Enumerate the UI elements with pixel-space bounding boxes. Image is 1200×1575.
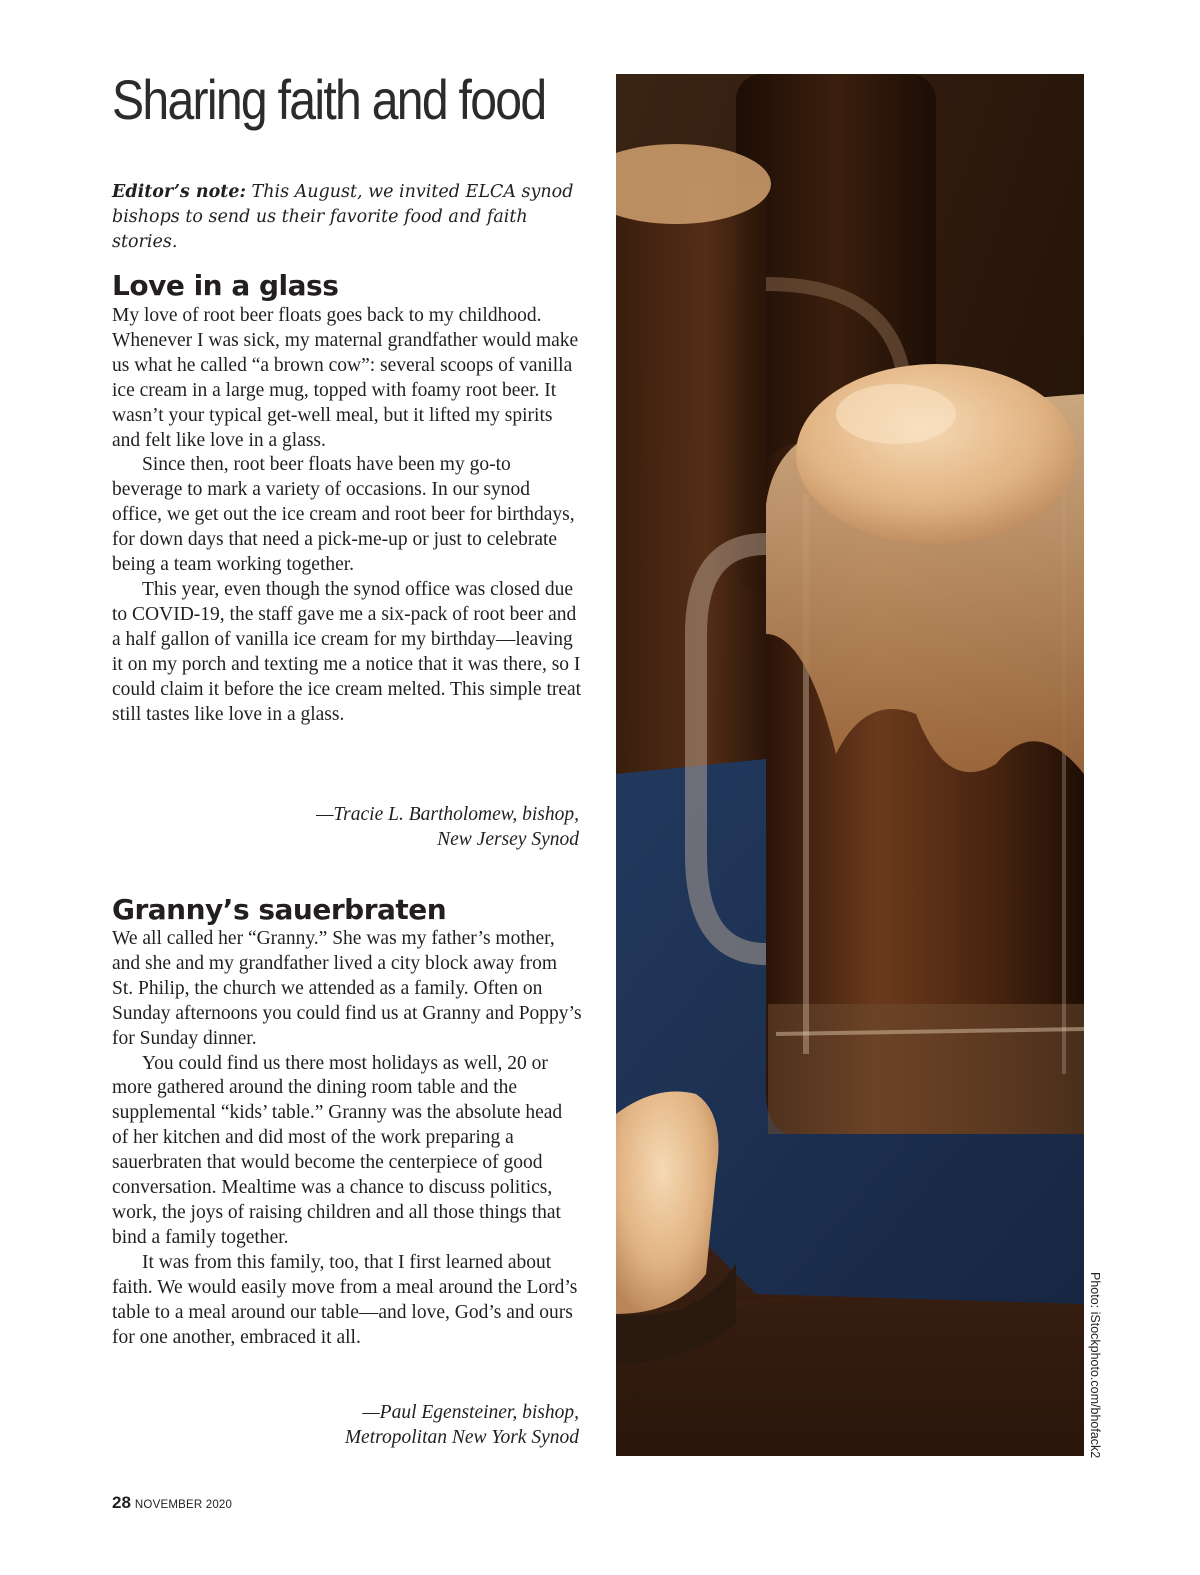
attribution-line: —Paul Egensteiner, bishop, (362, 1402, 579, 1423)
article-body-love-in-a-glass (112, 304, 582, 727)
attribution-bartholomew (112, 802, 579, 852)
paragraph: Since then, root beer floats have been my go-to beverage to mark a variety of occasions. In our synod office, we get out the ice cream and root beer for birthdays, for down days that need a pick-me-up or just to celebrate being a team working together. (112, 454, 575, 576)
photo-credit: Photo: iStockphoto.com/bhofack2 (1088, 1272, 1102, 1459)
page-number: 28 (112, 1493, 131, 1512)
section-heading-grannys-sauerbraten: Granny’s sauerbraten (112, 893, 447, 926)
editor-note (112, 180, 582, 255)
page-footer (112, 1493, 232, 1513)
page-title: Sharing faith and food (112, 68, 546, 131)
paragraph: This year, even though the synod office was closed due to COVID-19, the staff gave me a six-pack of root beer and a half gallon of vanilla ice cream for my birthday—leaving it on my porch and texting me a notice that it was there, so I could claim it before the ice cream melted. This simple treat still tastes like love in a glass. (112, 578, 582, 725)
attribution-line: New Jersey Synod (437, 829, 579, 850)
editor-note-label: Editor’s note: (112, 182, 246, 202)
paragraph: We all called her “Granny.” She was my father’s mother, and she and my grandfather lived a city block away from St. Philip, the church we attended as a family. Often on Sunday afternoons you could find us at Granny and Poppy’s for Sunday dinner. (112, 928, 582, 1049)
root-beer-float-photo (616, 74, 1084, 1456)
ice-cream-highlight (836, 384, 956, 444)
editor-note-text: This August, we invited ELCA synod bishops to send us their favorite food and faith stories. (112, 182, 574, 252)
attribution-line: Metropolitan New York Synod (344, 1427, 579, 1448)
paragraph: My love of root beer floats goes back to my childhood. Whenever I was sick, my maternal grandfather would make us what he called “a brown cow”: several scoops of vanilla ice cream in a large mug, topped with foamy root beer. It wasn’t your typical get-well meal, but it lifted my spirits and felt like love in a glass. (112, 305, 579, 451)
paragraph: It was from this family, too, that I first learned about faith. We would easily move from a meal around the Lord’s table to a meal around our table—and love, God’s and ours for one another, embraced it all. (112, 1251, 578, 1348)
section-heading-love-in-a-glass: Love in a glass (112, 269, 339, 302)
article-body-grannys-sauerbraten (112, 927, 582, 1350)
root-beer-float-illustration (616, 74, 1084, 1456)
paragraph: You could find us there most holidays as well, 20 or more gathered around the dining room table and the supplemental “kids’ table.” Granny was the absolute head of her kitchen and did most of the work preparing a sauerbraten that would become the centerpiece of good conversation. Mealtime was a chance to discuss politics, work, the joys of raising children and all those things that bind a family together. (112, 1052, 563, 1248)
attribution-line: —Tracie L. Bartholomew, bishop, (316, 804, 579, 825)
mug-base (768, 1004, 1084, 1134)
attribution-egensteiner (112, 1400, 579, 1450)
issue-date: NOVEMBER 2020 (134, 1499, 233, 1511)
ice-cream-scoop (796, 364, 1076, 544)
